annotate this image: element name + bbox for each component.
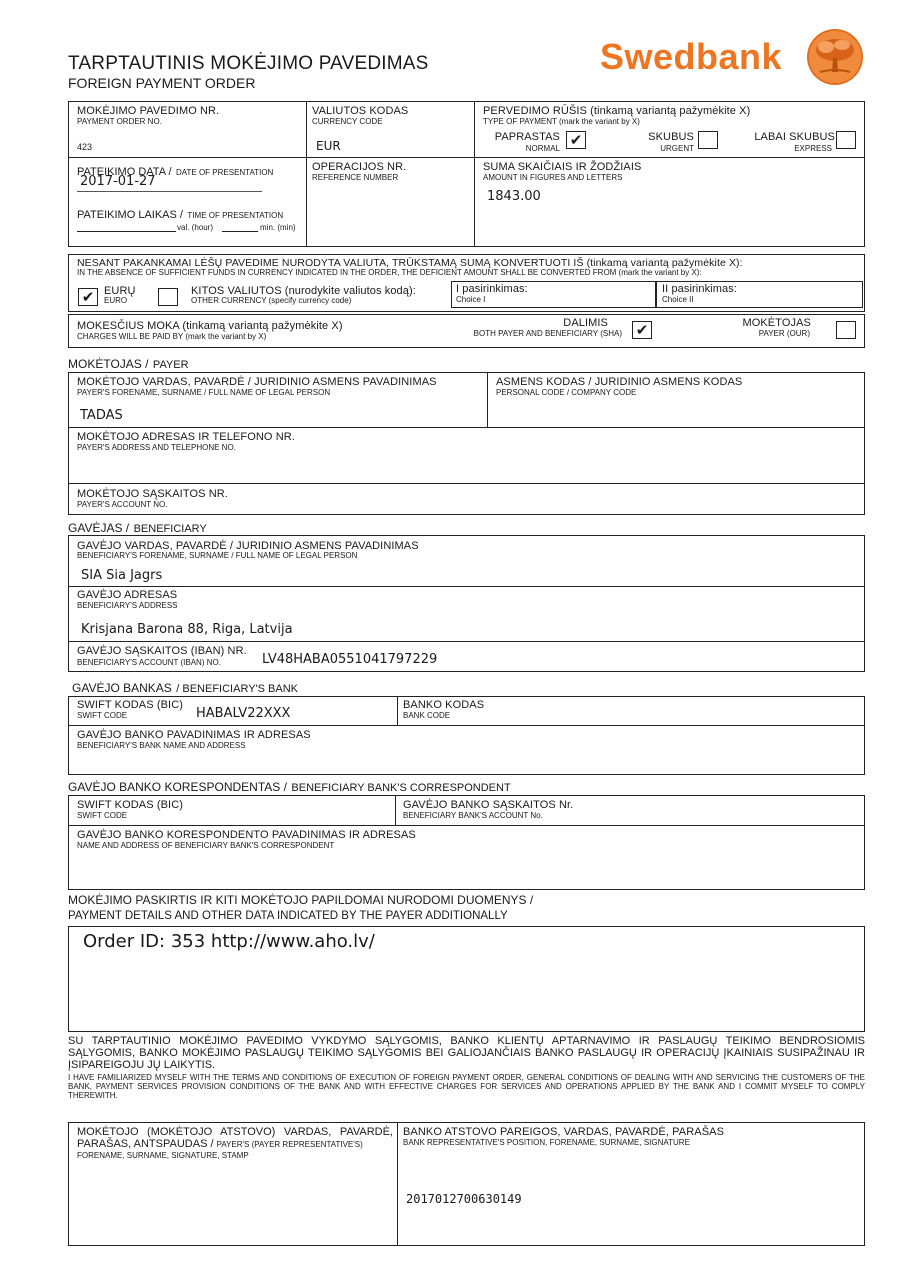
reference-number-label: OPERACIJOS NR.	[312, 161, 407, 173]
document-title: TARPTAUTINIS MOKĖJIMO PAVEDIMAS	[68, 53, 429, 74]
beneficiary-section-title: GAVĖJAS / BENEFICIARY	[68, 521, 207, 535]
beneficiary-account-label: GAVĖJO SĄSKAITOS (IBAN) NR.	[77, 645, 247, 657]
payer-address-label: MOKĖTOJO ADRESAS IR TELEFONO NR.	[77, 431, 295, 443]
payer-account-label: MOKĖTOJO SĄSKAITOS NR.	[77, 488, 228, 500]
correspondent-section-title: GAVĖJO BANKO KORESPONDENTAS / BENEFICIARY BANK'S CORRESPONDENT	[68, 780, 511, 794]
beneficiary-name-label: GAVĖJO VARDAS, PAVARDĖ / JURIDINIO ASMENS PAVADINIMAS	[77, 540, 419, 552]
euro-conversion-checkbox[interactable]: ✔	[78, 288, 98, 306]
presentation-date-value[interactable]: 2017-01-27	[80, 174, 156, 189]
currency-code-value: EUR	[316, 139, 341, 153]
beneficiary-bank-section-title: GAVĖJO BANKAS / BENEFICIARY'S BANK	[72, 681, 298, 695]
bank-code-label: BANKO KODAS	[403, 699, 485, 711]
bank-rep-signature-value: 2017012700630149	[406, 1192, 522, 1206]
terms-text-en: I HAVE FAMILIARIZED MYSELF WITH THE TERMS AND CONDITIONS OF EXECUTION OF FOREIGN PAYMENT ORDER, GENERAL CONDITIONS OF DEALING WITH AND SERVICING THE CUSTOMERS OF THE BANK, PAYMENT SERVICES PROVISION CONDITIONS OF THE BANK AND WITH EFFECTIVE CHARGES FOR SERVICES AND OPERATIONS APPLIED BY THE BANK AND I COMMIT MYSELF TO COMPLY THEREWITH.	[68, 1073, 865, 1100]
other-currency-checkbox[interactable]	[158, 288, 178, 306]
bank-swift-value[interactable]: HABALV22XXX	[196, 706, 291, 721]
bank-swift-label: SWIFT KODAS (BIC)	[77, 699, 184, 711]
amount-value[interactable]: 1843.00	[487, 189, 541, 204]
bank-name-label: GAVĖJO BANKO PAVADINIMAS IR ADRESAS	[77, 729, 311, 741]
swedbank-logo-text: Swedbank	[600, 36, 783, 77]
terms-text-lt: SU TARPTAUTINIO MOKĖJIMO PAVEDIMO VYKDYMO SĄLYGOMIS, BANKO KLIENTŲ APTARNAVIMO IR PASLAUGŲ TEIKIMO BENDROSIOMIS SĄLYGOMIS, BANKO MOKĖJIMO PASLAUGŲ TEIKIMO SĄLYGOMIS BEI GALIOJANČIAIS BANKO PASLAUGŲ IR OPERACIJŲ ĮKAINIAIS SUSIPAŽINAU IR ĮSIPAREIGOJU JŲ LAIKYTIS.	[68, 1035, 865, 1071]
payment-type-label: PERVEDIMO RŪŠIS (tinkamą variantą pažymėkite X)	[483, 105, 751, 117]
payer-name-value[interactable]: TADAS	[80, 408, 123, 423]
payment-details-title: MOKĖJIMO PASKIRTIS IR KITI MOKĖTOJO PAPILDOMAI NURODOMI DUOMENYS /	[68, 893, 534, 907]
correspondent-name-label: GAVĖJO BANKO KORESPONDENTO PAVADINIMAS IR ADRESAS	[77, 829, 416, 841]
payer-signature-label: MOKĖTOJO (MOKĖTOJO ATSTOVO) VARDAS, PAVARDĖ, PARAŠAS, ANTSPAUDAS / PAYER'S (PAYER REPRESENTATIVE'S)	[77, 1126, 393, 1150]
beneficiary-name-value[interactable]: SIA Sia Jagrs	[81, 568, 163, 583]
payer-name-label: MOKĖTOJO VARDAS, PAVARDĖ / JURIDINIO ASMENS PAVADINIMAS	[77, 376, 437, 388]
our-charges-checkbox[interactable]	[836, 321, 856, 339]
conversion-title: NESANT PAKANKAMAI LĖŠŲ PAVEDIME NURODYTA VALIUTA, TRŪKSTAMĄ SUMĄ KONVERTUOTI IŠ (tinkamą variantą pažymėkite X):	[77, 257, 743, 269]
presentation-date-label: PATEIKIMO DATA / DATE OF PRESENTATION	[77, 166, 274, 178]
order-number-value: 423	[77, 142, 93, 152]
correspondent-account-label: GAVĖJO BANKO SĄSKAITOS Nr.	[403, 799, 574, 811]
beneficiary-address-label: GAVĖJO ADRESAS	[77, 589, 178, 601]
correspondent-swift-label: SWIFT KODAS (BIC)	[77, 799, 184, 811]
beneficiary-address-value[interactable]: Krisjana Barona 88, Riga, Latvija	[81, 622, 293, 637]
payer-signature-field[interactable]	[70, 1165, 395, 1243]
oak-tree-logo-icon	[806, 28, 864, 86]
express-payment-checkbox[interactable]	[836, 131, 856, 149]
payer-code-label: ASMENS KODAS / JURIDINIO ASMENS KODAS	[496, 376, 743, 388]
amount-label: SUMA SKAIČIAIS IR ŽODŽIAIS	[483, 161, 642, 173]
presentation-time-label: PATEIKIMO LAIKAS / TIME OF PRESENTATION	[77, 209, 284, 221]
minute-label: min. (min)	[260, 223, 296, 232]
currency-code-label: VALIUTOS KODAS	[312, 105, 409, 117]
beneficiary-account-value[interactable]: LV48HABA0551041797229	[262, 652, 438, 667]
bank-rep-signature-label: BANKO ATSTOVO PAREIGOS, VARDAS, PAVARDĖ, PARAŠAS	[403, 1126, 725, 1138]
hour-label: val. (hour)	[177, 223, 214, 232]
payment-details-value: Order ID: 353 http://www.aho.lv/	[83, 931, 375, 952]
sha-charges-checkbox[interactable]: ✔	[632, 321, 652, 339]
document-subtitle: FOREIGN PAYMENT ORDER	[68, 75, 256, 91]
order-number-label: MOKĖJIMO PAVEDIMO NR.	[77, 105, 220, 117]
payer-section-title: MOKĖTOJAS / PAYER	[68, 357, 189, 371]
charges-title: MOKESČIUS MOKA (tinkamą variantą pažymėkite X)	[77, 320, 343, 332]
normal-payment-checkbox[interactable]: ✔	[566, 131, 586, 149]
urgent-payment-checkbox[interactable]	[698, 131, 718, 149]
